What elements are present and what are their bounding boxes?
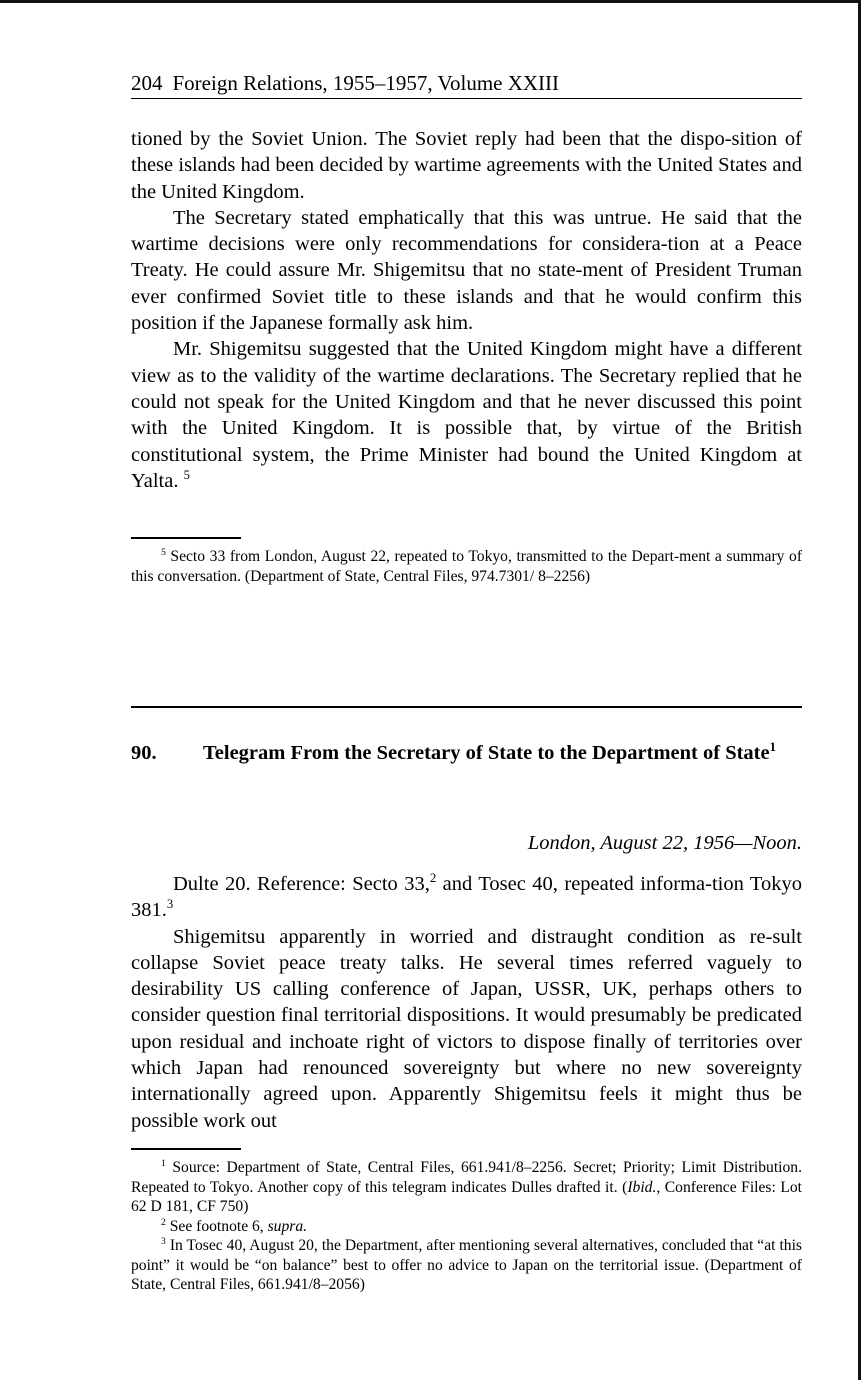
footnote-separator <box>131 537 241 539</box>
footnote-ref: 5 <box>183 468 190 483</box>
footnote-marker: 3 <box>161 1235 166 1247</box>
footnote-italic: supra. <box>267 1217 308 1235</box>
footnote-marker: 5 <box>161 546 166 558</box>
paragraph <box>131 871 802 924</box>
paragraph <box>131 336 802 494</box>
footnote-text: Secto 33 from London, August 22, repeated to Tokyo, transmitted to the Depart-ment a summary of this conversation. (Department of State, Central Files, 974.7301/ 8–2256) <box>131 548 803 585</box>
volume-title: Foreign Relations, 1955–1957, Volume XXIII <box>172 71 560 95</box>
footnote-ref: 1 <box>769 740 776 755</box>
paragraph-text: and Tosec 40, repeated informa-tion Tokyo 381. <box>131 873 802 922</box>
dateline: London, August 22, 1956—Noon. <box>527 832 802 854</box>
footnote <box>131 1158 802 1217</box>
paragraph: The Secretary stated emphatically that this was untrue. He said that the wartime decisions were only recommendations for considera-tion at a Peace Treaty. He could assure Mr. Shigemitsu that no state-ment of President Truman ever confirmed Soviet title to these islands and that he would confirm this position if the Japanese formally ask him. <box>131 206 802 335</box>
page-top-edge <box>0 0 861 3</box>
document-title-text: Telegram From the Secretary of State to the Department of State <box>203 742 770 764</box>
telegram-text <box>131 871 802 1134</box>
footnote-ref: 3 <box>166 897 174 912</box>
footnote <box>131 1236 802 1295</box>
footnote <box>131 1217 802 1237</box>
paragraph-text: Dulte 20. Reference: Secto 33, <box>173 873 430 895</box>
footnote-text: Source: Department of State, Central Files, 661.941/8–2256. Secret; Priority; Limit Distribution. Repeated to Tokyo. Another copy of this telegram indicates Dulles drafted it. ( <box>131 1159 802 1196</box>
document-title <box>203 740 803 766</box>
footnote-marker: 1 <box>161 1157 166 1169</box>
footnote-text: , Conference Files: Lot 62 D 181, CF 750) <box>131 1178 803 1215</box>
paragraph: tioned by the Soviet Union. The Soviet reply had been that the dispo-sition of these islands had been decided by wartime agreements with the United States and the United Kingdom. <box>131 128 802 203</box>
footnote-italic: Ibid. <box>627 1178 657 1196</box>
page-number: 204 <box>131 71 163 95</box>
footnote-marker: 2 <box>161 1216 166 1228</box>
running-head <box>131 70 802 99</box>
footnotes-bottom <box>131 1158 802 1295</box>
footnote-ref: 2 <box>429 871 437 886</box>
section-divider <box>131 706 802 708</box>
footnote-separator <box>131 1148 241 1150</box>
footnote-text: In Tosec 40, August 20, the Department, after mentioning several alternatives, concluded that “at this point” it would be “on balance” best to offer no advice to Japan on the territorial issue. (Department of State, Central Files, 661.941/8–2056) <box>131 1237 802 1293</box>
document-number: 90. <box>131 742 157 764</box>
paragraph-text: Mr. Shigemitsu suggested that the United Kingdom might have a different view as to the validity of the wartime declarations. The Secretary replied that he could not speak for the United Kingdom and that he never discussed this point with the United Kingdom. It is possible that, by virtue of the British constitutional system, the Prime Minister had bound the United Kingdom at Yalta. <box>131 338 802 492</box>
footnote <box>131 547 802 586</box>
footnote-text: See footnote 6, <box>169 1217 268 1235</box>
continuation-text <box>131 126 802 494</box>
paragraph: Shigemitsu apparently in worried and distraught condition as re-sult collapse Soviet peace treaty talks. He several times referred vaguely to desirability US calling conference of Japan, USSR, UK, perhaps others to consider question final territorial dispositions. It would presumably be predicated upon residual and inchoate right of victors to dispose finally of territories over which Japan had renounced sovereignty but where no new sovereignty internationally agreed upon. Apparently Shigemitsu feels it might thus be possible work out <box>131 925 802 1132</box>
footnotes-top <box>131 547 802 586</box>
